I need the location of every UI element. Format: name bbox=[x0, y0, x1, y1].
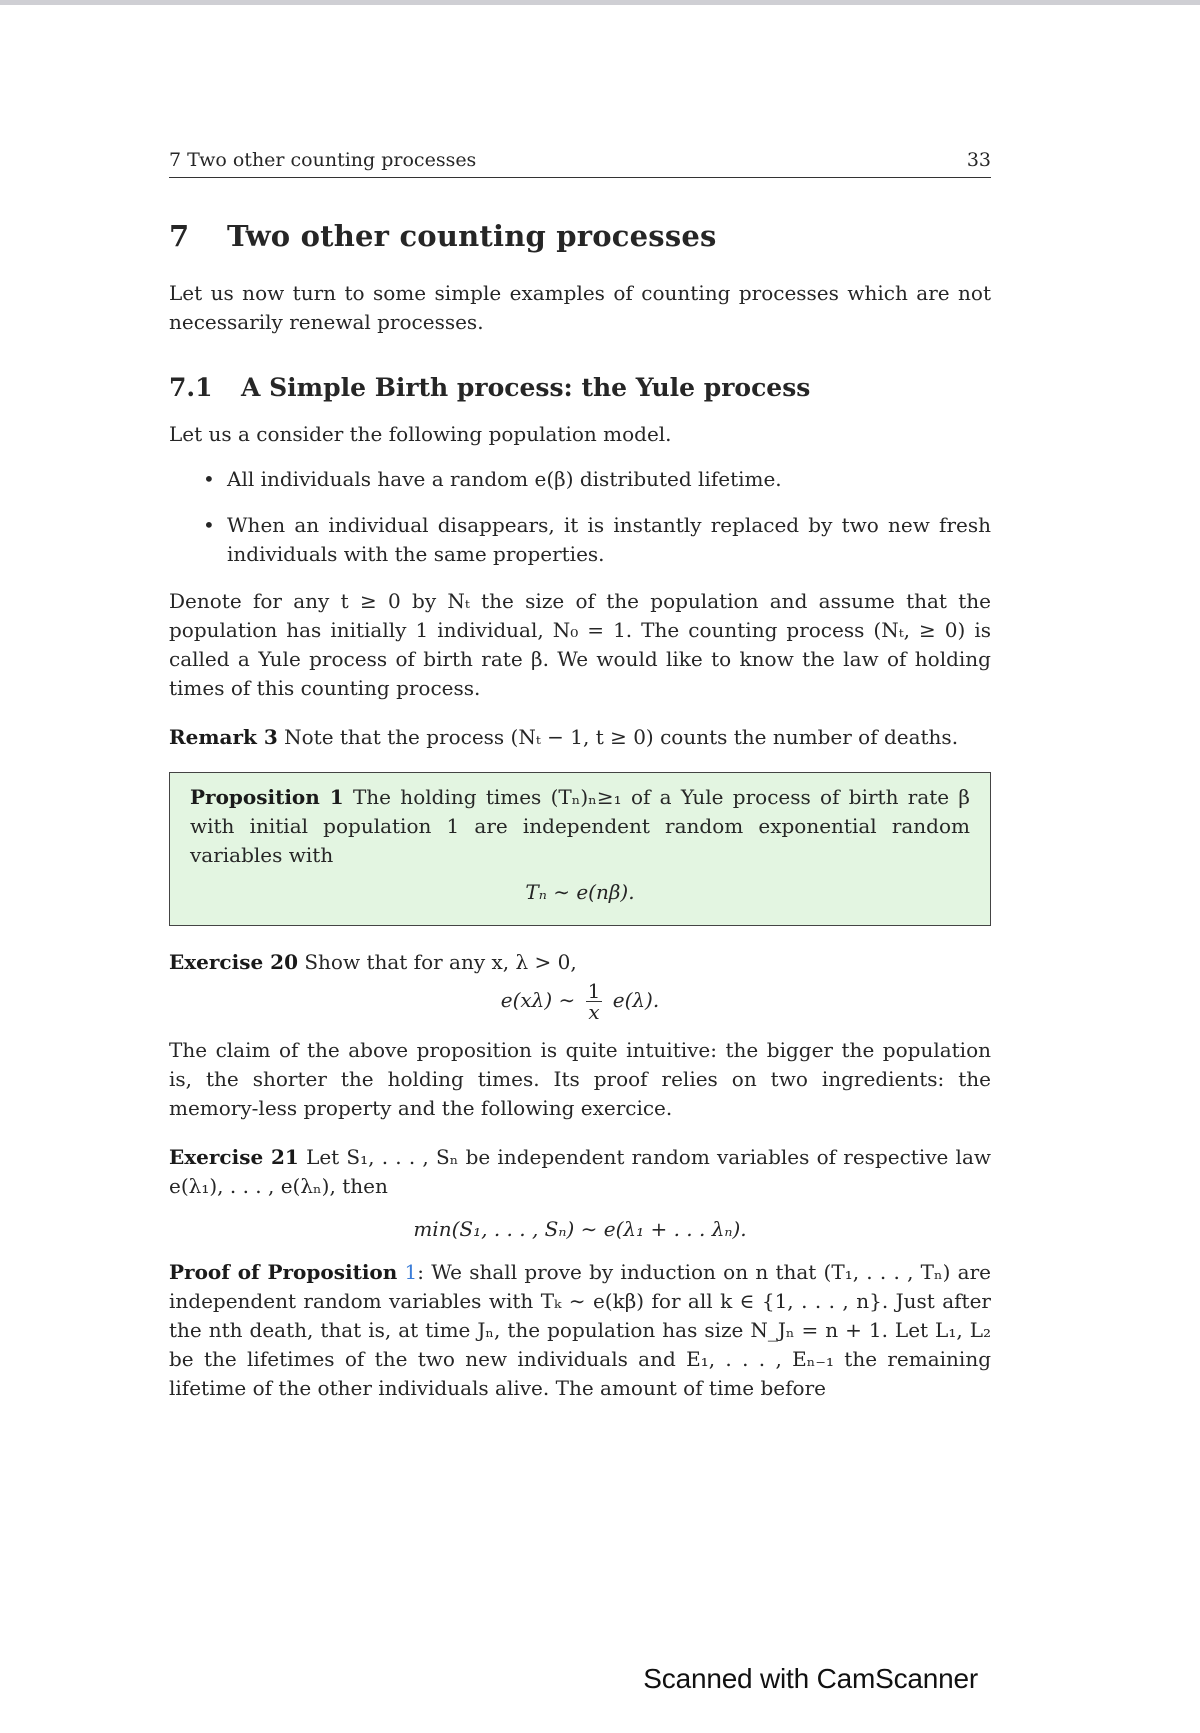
exercise-20-text: Show that for any x, λ > 0, bbox=[304, 950, 577, 974]
list-item: • When an individual disappears, it is instantly replaced by two new fresh individuals with the same properties. bbox=[227, 511, 991, 569]
proposition-box bbox=[169, 772, 991, 926]
top-border bbox=[0, 0, 1200, 5]
proposition-text: The holding times (Tₙ)ₙ≥₁ of a Yule process of birth rate β with initial population 1 are independent random exponential random variables with bbox=[190, 785, 970, 867]
exercise-20-rhs: e(λ). bbox=[612, 988, 660, 1012]
subsection-number: 7.1 bbox=[169, 373, 213, 402]
exercise-20 bbox=[169, 948, 991, 977]
document-page bbox=[169, 146, 991, 1403]
running-header bbox=[169, 146, 991, 178]
scanner-watermark: Scanned with CamScanner bbox=[643, 1663, 978, 1694]
running-header-title: 7 Two other counting processes bbox=[169, 149, 477, 171]
claim-paragraph: The claim of the above proposition is quite intuitive: the bigger the population is, the shorter the holding times. Its proof relies on two ingredients: the memory-less property and the following exercice. bbox=[169, 1038, 991, 1120]
fraction bbox=[586, 981, 603, 1022]
remark bbox=[169, 723, 991, 752]
fraction-denominator: x bbox=[588, 1000, 600, 1024]
proof-paragraph bbox=[169, 1258, 991, 1403]
proposition-reference-link[interactable]: 1 bbox=[404, 1260, 418, 1284]
proof-text: : We shall prove by induction on n that (T₁, . . . , Tₙ) are independent random variables with Tₖ ∼ e(kβ) for all k ∈ {1, . . . , n}. Just after the nth death, that is, at time Jₙ, the population has size N_Jₙ = n + 1. Let L₁, L₂ be the lifetimes of the two new individuals and E₁, . . . , Eₙ₋₁ the remaining lifetime of the other individuals alive. The amount of time before bbox=[169, 1260, 992, 1400]
bullet-list bbox=[169, 465, 991, 569]
section-heading bbox=[169, 219, 991, 253]
proposition-formula: Tₙ ∼ e(nβ). bbox=[525, 880, 635, 904]
exercise-21-formula: min(S₁, . . . , Sₙ) ∼ e(λ₁ + . . . λₙ). bbox=[413, 1217, 747, 1241]
remark-label: Remark 3 bbox=[169, 725, 278, 749]
exercise-21-label: Exercise 21 bbox=[169, 1145, 299, 1169]
proposition-label: Proposition 1 bbox=[190, 785, 344, 809]
remark-text: Note that the process (Nₜ − 1, t ≥ 0) counts the number of deaths. bbox=[284, 725, 959, 749]
exercise-20-label: Exercise 20 bbox=[169, 950, 298, 974]
lead-paragraph: Let us a consider the following population model. bbox=[169, 422, 672, 446]
exercise-20-lhs: e(xλ) ∼ bbox=[500, 988, 576, 1012]
section-number: 7 bbox=[169, 219, 190, 253]
fraction-numerator: 1 bbox=[587, 979, 601, 1003]
subsection-title: A Simple Birth process: the Yule process bbox=[241, 373, 811, 402]
exercise-20-formula bbox=[169, 981, 991, 1022]
exercise-21-text: Let S₁, . . . , Sₙ be independent random variables of respective law e(λ₁), . . . , e(λₙ), then bbox=[169, 1145, 991, 1198]
subsection-heading bbox=[169, 373, 991, 402]
list-item: • All individuals have a random e(β) distributed lifetime. bbox=[227, 465, 991, 494]
proof-label: Proof of Proposition bbox=[169, 1260, 398, 1284]
page-number: 33 bbox=[966, 149, 991, 171]
intro-paragraph: Let us now turn to some simple examples of counting processes which are not necessarily renewal processes. bbox=[169, 281, 991, 334]
exercise-21 bbox=[169, 1143, 991, 1201]
denote-paragraph: Denote for any t ≥ 0 by Nₜ the size of the population and assume that the population has initially 1 individual, N₀ = 1. The counting process (Nₜ, ≥ 0) is called a Yule process of birth rate β. We would like to know the law of holding times of this counting process. bbox=[169, 589, 991, 700]
section-title: Two other counting processes bbox=[227, 219, 717, 253]
